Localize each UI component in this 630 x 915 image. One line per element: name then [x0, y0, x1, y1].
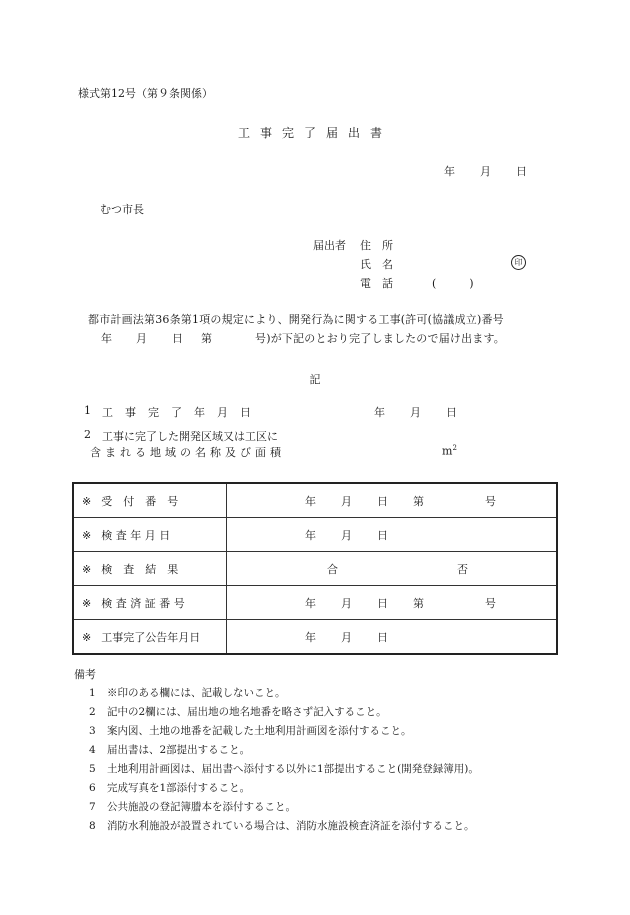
table-row-inspection-result: [73, 552, 557, 586]
cell-day: 日: [377, 494, 388, 508]
note-number: 6: [89, 782, 96, 794]
row-value-cell[interactable]: [227, 586, 558, 620]
note-item: [89, 742, 250, 757]
body-line-1: 都市計画法第36条第1項の規定により、開発行為に関する工事(許可(協議成立)番号: [88, 313, 504, 326]
row-label-cell: [73, 586, 227, 620]
asterisk-mark: ※: [82, 528, 92, 542]
ki-heading: 記: [309, 373, 321, 386]
item-2-line-1: 工事に完了した開発区域又は工区に: [102, 430, 278, 443]
body-line-2-day: 日: [172, 332, 184, 345]
item-2-unit: [442, 444, 457, 458]
note-item: [89, 685, 286, 700]
note-text: 完成写真を1部添付すること。: [107, 782, 251, 794]
row-label-cell: [73, 483, 227, 518]
note-item: [89, 704, 387, 719]
cell-month: 月: [341, 528, 352, 542]
unit-base: m: [442, 444, 453, 458]
table-row-receipt: [73, 483, 557, 518]
row-label-cell: [73, 620, 227, 655]
document-title: 工事完了届出書: [237, 126, 392, 140]
applicant-phone-paren: ( ): [432, 277, 474, 290]
cell-go: 号: [485, 494, 496, 508]
asterisk-mark: ※: [82, 630, 92, 644]
body-line-2-year: 年: [101, 332, 113, 345]
row-value-cell[interactable]: [227, 552, 558, 586]
form-number: 様式第12号（第９条関係）: [78, 87, 213, 100]
cell-year: 年: [305, 630, 316, 644]
note-item: [89, 723, 412, 738]
cell-year: 年: [305, 528, 316, 542]
item-1-number: 1: [84, 404, 91, 417]
note-item: [89, 818, 475, 833]
item-1-month: 月: [410, 406, 421, 419]
note-number: 3: [89, 725, 96, 737]
cell-day: 日: [377, 596, 388, 610]
addressee: むつ市長: [100, 203, 144, 216]
cell-day: 日: [377, 528, 388, 542]
body-line-2-dai: 第: [201, 332, 213, 345]
cell-pass: 合: [327, 562, 338, 576]
official-use-table: [72, 482, 558, 655]
asterisk-mark: ※: [82, 494, 92, 508]
row-value-cell[interactable]: [227, 483, 558, 518]
date-day: 日: [516, 165, 527, 178]
cell-go: 号: [485, 596, 496, 610]
note-item: [89, 799, 296, 814]
item-1-label: 工事完了年月日: [102, 406, 263, 419]
row-value-cell[interactable]: [227, 518, 558, 552]
note-text: 消防水利施設が設置されている場合は、消防水施設検査済証を添付すること。: [107, 820, 475, 832]
item-1-year: 年: [374, 406, 385, 419]
note-text: 記中の2欄には、届出地の地名地番を略さず記入すること。: [107, 706, 387, 718]
cell-dai: 第: [413, 596, 424, 610]
row-label: 検 査 結 果: [101, 562, 179, 576]
applicant-label: 届出者: [313, 239, 346, 252]
applicant-address-label: 住 所: [360, 239, 393, 252]
note-text: 土地利用計画図は、届出書へ添付する以外に1部提出すること(開発登録簿用)。: [107, 763, 479, 775]
body-line-2-rest: 号)が下記のとおり完了しましたので届け出ます。: [255, 332, 506, 345]
asterisk-mark: ※: [82, 596, 92, 610]
note-item: [89, 761, 479, 776]
note-number: 7: [89, 801, 96, 813]
cell-dai: 第: [413, 494, 424, 508]
unit-exponent: 2: [452, 444, 457, 452]
notes-heading: 備考: [74, 668, 96, 681]
cell-month: 月: [341, 494, 352, 508]
cell-month: 月: [341, 596, 352, 610]
cell-fail: 否: [457, 562, 468, 576]
cell-year: 年: [305, 596, 316, 610]
item-1-day: 日: [446, 406, 457, 419]
applicant-name-label: 氏 名: [360, 258, 393, 271]
seal-mark-wrapper: [511, 255, 526, 270]
note-text: 届出書は、2部提出すること。: [107, 744, 251, 756]
note-number: 4: [89, 744, 96, 756]
note-text: ※印のある欄には、記載しないこと。: [107, 687, 286, 699]
cell-month: 月: [341, 630, 352, 644]
table-row-notice-date: [73, 620, 557, 655]
asterisk-mark: ※: [82, 562, 92, 576]
note-item: [89, 780, 250, 795]
date-month: 月: [480, 165, 491, 178]
row-label-cell: [73, 518, 227, 552]
item-2-number: 2: [84, 428, 91, 441]
note-text: 公共施設の登記簿謄本を添付すること。: [107, 801, 296, 813]
item-2-line-2: 含まれる地域の名称及び面積: [90, 446, 285, 459]
note-number: 8: [89, 820, 96, 832]
note-number: 1: [89, 687, 96, 699]
date-year: 年: [444, 165, 455, 178]
row-value-cell[interactable]: [227, 620, 558, 655]
seal-icon: 印: [511, 255, 526, 270]
body-line-2-month: 月: [136, 332, 148, 345]
row-label: 工事完了公告年月日: [101, 630, 201, 644]
table-row-inspection-date: [73, 518, 557, 552]
cell-year: 年: [305, 494, 316, 508]
row-label: 検 査 年 月 日: [101, 528, 171, 542]
cell-day: 日: [377, 630, 388, 644]
note-number: 2: [89, 706, 96, 718]
note-text: 案内図、土地の地番を記載した土地利用計画図を添付すること。: [107, 725, 412, 737]
row-label: 受 付 番 号: [101, 494, 179, 508]
row-label: 検 査 済 証 番 号: [101, 596, 185, 610]
row-label-cell: [73, 552, 227, 586]
note-number: 5: [89, 763, 96, 775]
applicant-phone-label: 電 話: [360, 277, 393, 290]
table-row-certificate-number: [73, 586, 557, 620]
